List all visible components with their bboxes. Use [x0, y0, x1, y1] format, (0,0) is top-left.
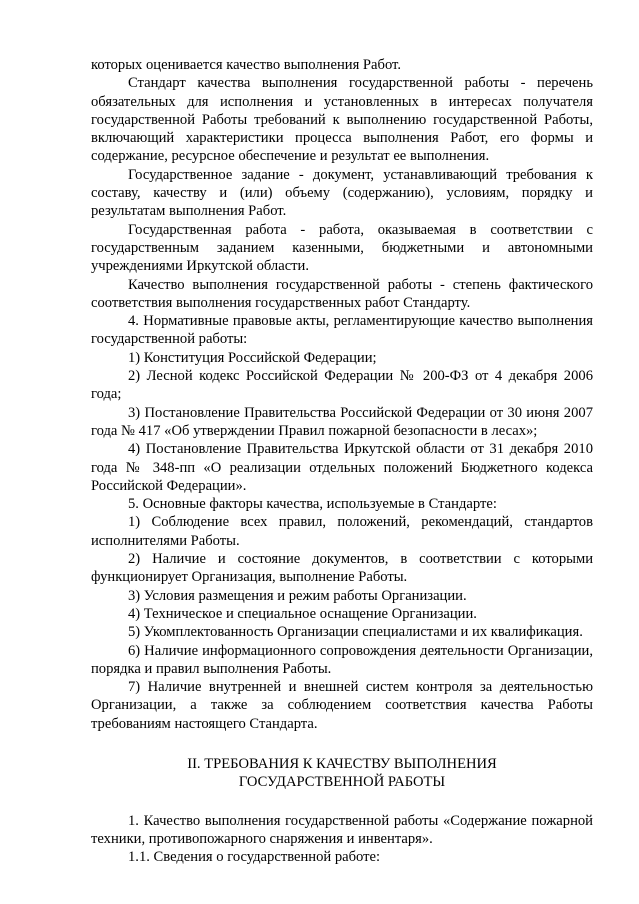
paragraph: 4) Постановление Правительства Иркутской области от 31 декабря 2010 года № 348-пп «О реализации отдельных положений Бюджетного кодекса Российской Федерации».	[91, 441, 593, 494]
paragraph: 4) Техническое и специальное оснащение Организации.	[128, 605, 477, 622]
section-heading-line1: II. ТРЕБОВАНИЯ К КАЧЕСТВУ ВЫПОЛНЕНИЯ	[187, 755, 497, 772]
document-body	[91, 56, 593, 866]
paragraph: Качество выполнения государственной работы - степень фактического соответствия выполнения государственных работ Стандарту.	[91, 276, 593, 311]
paragraph: 1.1. Сведения о государственной работе:	[128, 849, 381, 866]
paragraph: Стандарт качества выполнения государственной работы - перечень обязательных для исполнения и установленных в интересах получателя государственной Работы требований к выполнению государственной Работы, включающий характеристики процесса выполнения Работ, его формы и содержание, ресурсное обеспечение и результат ее выполнения.	[91, 75, 593, 165]
spacer	[91, 792, 593, 812]
paragraph: 6) Наличие информационного сопровождения деятельности Организации, порядка и правил выполнения Работы.	[91, 642, 593, 677]
paragraph: 1. Качество выполнения государственной работы «Содержание пожарной техники, противопожарного снаряжения и инвентаря».	[91, 812, 593, 847]
paragraph: 7) Наличие внутренней и внешней систем контроля за деятельностью Организации, а также за соблюдением соответствия качества Работы требованиям настоящего Стандарта.	[91, 679, 593, 732]
paragraph: 1) Соблюдение всех правил, положений, рекомендаций, стандартов исполнителями Работы.	[91, 514, 593, 549]
paragraph: 4. Нормативные правовые акты, регламентирующие качество выполнения государственной работы:	[91, 313, 593, 348]
section-heading-line2: ГОСУДАРСТВЕННОЙ РАБОТЫ	[238, 774, 446, 791]
paragraph: Государственная работа - работа, оказываемая в соответствии с государственным заданием казенными, бюджетными и автономными учреждениями Иркутской области.	[91, 221, 593, 275]
paragraph: 5) Укомплектованность Организации специалистами и их квалификация.	[128, 624, 583, 641]
paragraph: 1) Конституция Российской Федерации;	[128, 349, 377, 366]
paragraph: которых оценивается качество выполнения Работ.	[91, 57, 401, 73]
paragraph: 5. Основные факторы качества, используемые в Стандарте:	[128, 496, 497, 513]
paragraph: 2) Лесной кодекс Российской Федерации № 200-ФЗ от 4 декабря 2006 года;	[91, 368, 593, 403]
paragraph: 3) Условия размещения и режим работы Организации.	[128, 587, 467, 604]
paragraphs-top	[91, 56, 593, 733]
section-heading	[91, 755, 593, 792]
paragraph: 2) Наличие и состояние документов, в соответствии с которыми функционирует Организация, выполнение Работы.	[91, 551, 593, 586]
paragraphs-bottom	[91, 812, 593, 867]
paragraph: 3) Постановление Правительства Российской Федерации от 30 июня 2007 года № 417 «Об утверждении Правил пожарной безопасности в лесах»;	[91, 404, 593, 439]
paragraph: Государственное задание - документ, устанавливающий требования к составу, качеству и (или) объему (содержанию), условиям, порядку и результатам выполнения Работ.	[91, 166, 593, 220]
